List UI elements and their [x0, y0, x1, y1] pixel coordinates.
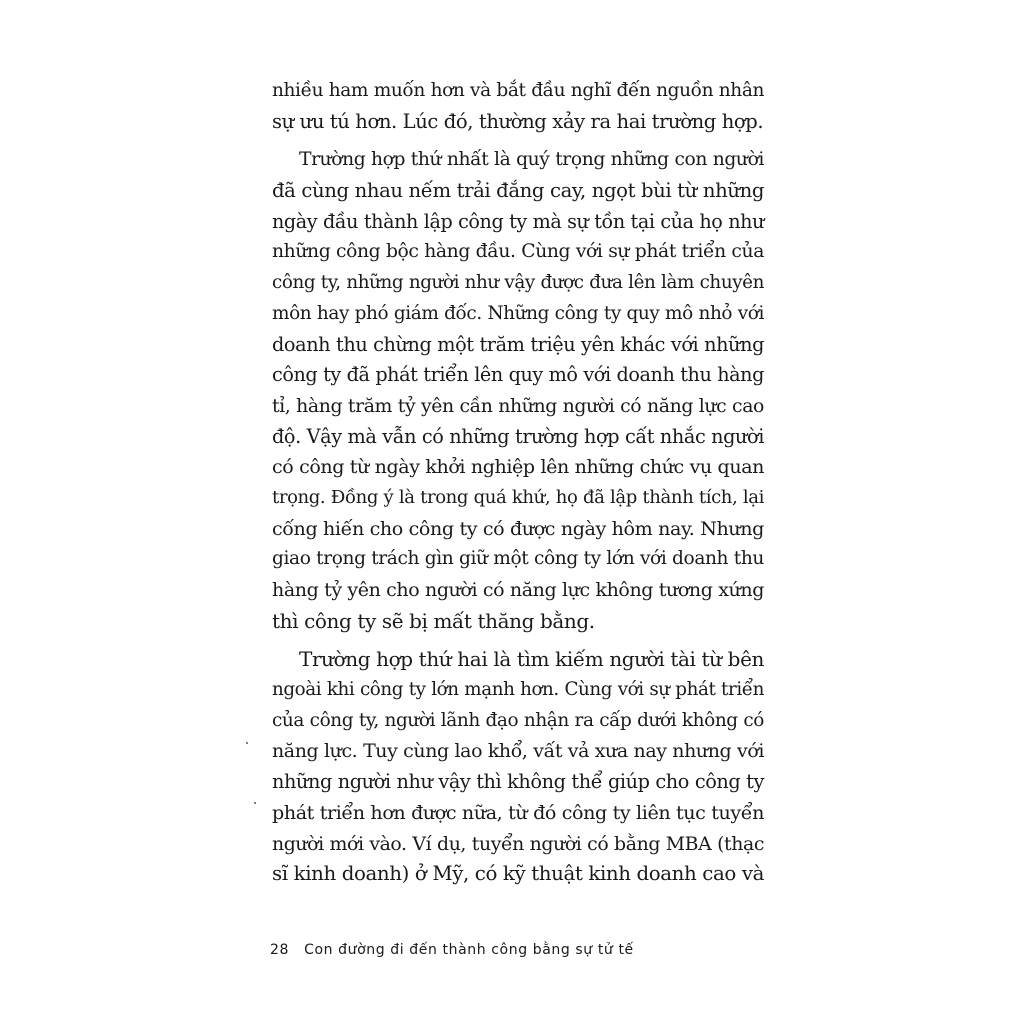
text-line: Trường hợp thứ nhất là quý trọng những con người: [299, 149, 764, 171]
paragraph-2: [272, 145, 764, 636]
text-line: cống hiến cho công ty có được ngày hôm nay. Nhưng: [272, 517, 764, 540]
scan-speck: [246, 742, 248, 744]
text-line: trọng. Đồng ý là trong quá khứ, họ đã lập thành tích, lại: [272, 486, 764, 508]
text-line: tỉ, hàng trăm tỷ yên cần những người có năng lực cao: [272, 394, 764, 417]
text-line: những công bộc hàng đầu. Cùng với sự phát triển của: [272, 241, 764, 263]
text-line: có công từ ngày khởi nghiệp lên những chức vụ quan: [272, 456, 764, 479]
page-number: 28: [270, 942, 290, 958]
text-line: người mới vào. Ví dụ, tuyển người có bằng MBA (thạc: [272, 832, 764, 855]
text-line: nhiều ham muốn hơn và bắt đầu nghĩ đến nguồn nhân: [272, 80, 764, 101]
text-line: môn hay phó giám đốc. Những công ty quy mô nhỏ với: [272, 302, 764, 324]
text-line: hàng tỷ yên cho người có năng lực không tương xứng: [272, 579, 764, 601]
text-line: đã cùng nhau nếm trải đắng cay, ngọt bùi từ những: [272, 179, 764, 203]
text-line: phát triển hơn được nữa, từ đó công ty liên tục tuyển: [272, 800, 764, 824]
text-line: công ty đã phát triển lên quy mô với doanh thu hàng: [272, 363, 764, 387]
paragraph-3: [272, 644, 764, 890]
text-line: sự ưu tú hơn. Lúc đó, thường xảy ra hai trường hợp.: [272, 109, 764, 133]
text-line: thì công ty sẽ bị mất thăng bằng.: [272, 608, 595, 633]
text-line: ngày đầu thành lập công ty mà sự tồn tại của họ như: [272, 209, 764, 233]
text-line: Trường hợp thứ hai là tìm kiếm người tài từ bên: [299, 647, 764, 672]
text-line: năng lực. Tuy cùng lao khổ, vất vả xưa nay nhưng với: [272, 740, 764, 763]
text-line: công ty, những người như vậy được đưa lên làm chuyên: [272, 272, 764, 294]
text-line: giao trọng trách gìn giữ một công ty lớn với doanh thu: [272, 548, 764, 570]
scan-speck: [254, 802, 256, 804]
page-footer: [270, 942, 634, 958]
text-line: những người như vậy thì không thể giúp cho công ty: [272, 770, 764, 794]
text-line: ngoài khi công ty lớn mạnh hơn. Cùng với sự phát triển: [272, 679, 764, 701]
paragraph-1: [272, 76, 764, 137]
book-title: Con đường đi đến thành công bằng sự tử tế: [304, 942, 634, 958]
text-line: sĩ kinh doanh) ở Mỹ, có kỹ thuật kinh doanh cao và: [272, 862, 764, 886]
body-text: [272, 76, 764, 890]
text-line: độ. Vậy mà vẫn có những trường hợp cất nhắc người: [272, 424, 764, 448]
text-line: của công ty, người lãnh đạo nhận ra cấp dưới không có: [272, 709, 764, 731]
text-line: doanh thu chừng một trăm triệu yên khác với những: [272, 332, 764, 356]
